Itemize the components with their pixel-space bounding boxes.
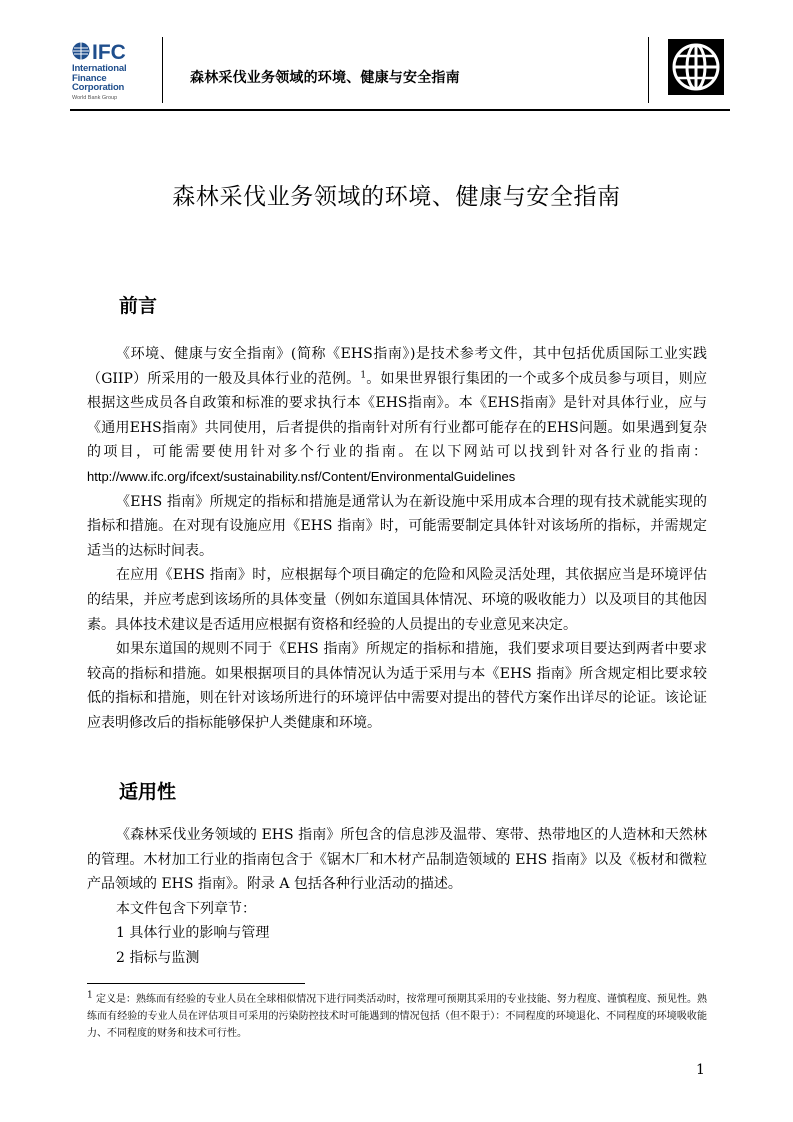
paragraph: 如果东道国的规则不同于《EHS 指南》所规定的指标和措施，我们要求项目要达到两者中要求较高的指标和措施。如果根据项目的具体情况认为适于采用与本《EHS 指南》所含规定相比要求较低的指标和措施，则在针对该场所进行的环境评估中需要对提出的替代方案作出详尽的论证。该论证应表明修改后的指标能够保护人类健康和环境。 xyxy=(87,641,707,731)
footnote-text: 定义是：熟练而有经验的专业人员在全球相似情况下进行同类活动时，按常理可预期其采用的专业技能、努力程度、谨慎程度、预见性。熟练而有经验的专业人员在评估项目可采用的污染防控技术时可能遇到的情况包括（但不限于）：不同程度的环境退化、不同程度的环境吸收能力、不同程度的财务和技术可行性。 xyxy=(87,994,707,1039)
header-rule xyxy=(70,109,730,111)
list-item: 1 具体行业的影响与管理 xyxy=(116,925,270,942)
section-heading-foreword: 前言 xyxy=(119,295,158,317)
paragraph: 《森林采伐业务领域的 EHS 指南》所包含的信息涉及温带、寒带、热带地区的人造林和天然林的管理。木材加工行业的指南包含于《锯木厂和木材产品制造领域的 EHS 指南》以及《板材和微粒产品领域的 EHS 指南》。附录 A 包括各种行业活动的描述。 xyxy=(87,827,707,893)
paragraph-text: 《环境、健康与安全指南》(简称《EHS指南》)是技术参考文件，其中包括优质国际工业实践（GIIP）所采用的一般及具体行业的范例。 xyxy=(87,346,707,387)
paragraph-text: 。如果世界银行集团的一个或多个成员参与项目，则应根据这些成员各自政策和标准的要求执行本《EHS指南》。本《EHS指南》是针对具体行业，应与《通用EHS指南》共同使用，后者提供的指南针对所有行业都可能存在的EHS问题。如果遇到复杂的项目，可能需要使用针对多个行业的指南。在以下网站可以找到针对各行业的指南： xyxy=(87,370,708,461)
section-body-applicability xyxy=(87,823,707,971)
paragraph: 《EHS 指南》所规定的指标和措施是通常认为在新设施中采用成本合理的现有技术就能实现的指标和措施。在对现有设施应用《EHS 指南》时，可能需要制定具体针对该场所的指标，并需规定适当的达标时间表。 xyxy=(87,493,707,559)
paragraph xyxy=(87,342,707,490)
logo-word: Finance xyxy=(72,72,107,84)
section-heading-applicability: 适用性 xyxy=(119,781,177,803)
paragraph: 本文件包含下列章节： xyxy=(116,900,256,917)
logo-word: Corporation xyxy=(72,82,125,93)
list-item: 2 指标与监测 xyxy=(116,949,200,966)
logo-subtitle: World Bank Group xyxy=(72,95,118,101)
guidelines-link[interactable]: http://www.ifc.org/ifcext/sustainability.nsf/Content/EnvironmentalGuidelines xyxy=(87,468,516,484)
page-number: 1 xyxy=(696,1062,705,1078)
logo-mark-text: IFC xyxy=(92,41,126,61)
header-divider-right xyxy=(648,37,649,103)
ifc-logo-mark xyxy=(72,41,142,61)
ifc-logo xyxy=(70,39,150,99)
header-divider-left xyxy=(162,37,163,103)
footnote xyxy=(87,992,707,1042)
footnote-mark: 1 xyxy=(87,990,93,1001)
paragraph: 在应用《EHS 指南》时，应根据每个项目确定的危险和风险灵活处理，其依据应当是环境评估的结果，并应考虑到该场所的具体变量（例如东道国具体情况、环境的吸收能力）以及项目的其他因素。具体技术建议是否适用应根据有资格和经验的人员提出的专业意见来决定。 xyxy=(87,567,707,633)
footnote-reference[interactable]: 1 xyxy=(360,369,367,380)
header-title: 森林采伐业务领域的环境、健康与安全指南 xyxy=(190,70,460,86)
footnote-rule xyxy=(87,983,305,984)
world-bank-globe-icon xyxy=(668,39,724,95)
logo-word: International xyxy=(72,63,127,74)
document-title: 森林采伐业务领域的环境、健康与安全指南 xyxy=(172,184,621,210)
page-header xyxy=(70,35,730,110)
ifc-logo-words xyxy=(72,64,126,93)
section-body-foreword xyxy=(87,342,707,736)
